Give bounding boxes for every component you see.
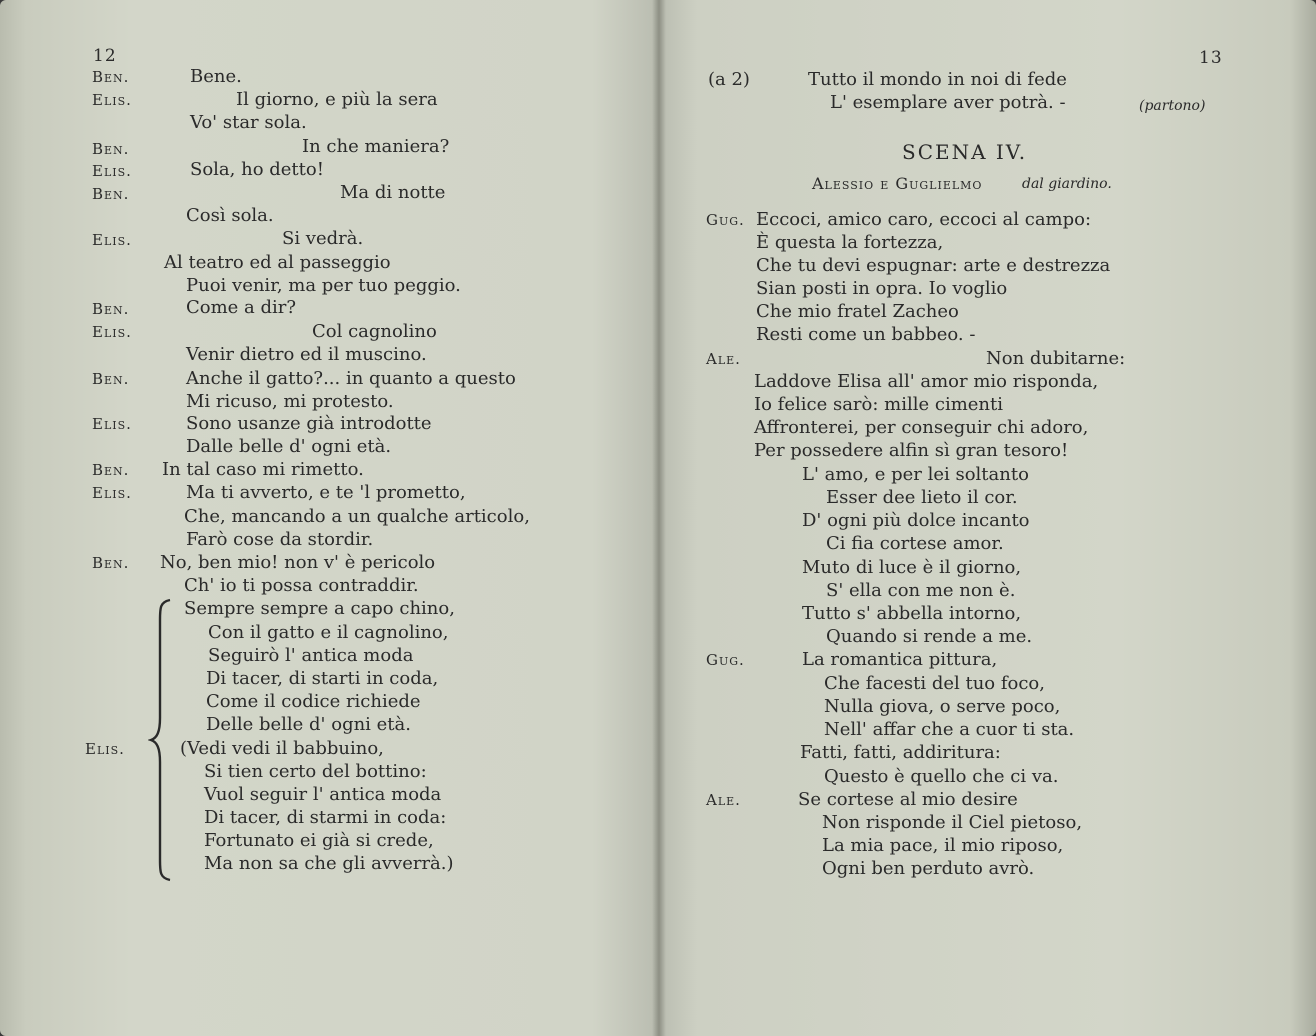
speaker-label: Elis. [92,231,132,249]
stage-direction: (partono) [1139,98,1206,114]
verse-line: Ch' io ti possa contraddir. [184,575,419,596]
verse-line: È questa la fortezza, [756,232,944,253]
verse-line: Fatti, fatti, addiritura: [800,742,1001,763]
verse-line: La romantica pittura, [802,649,998,670]
speaker-label: Ale. [706,350,741,368]
speaker-label: Ben. [92,185,130,203]
verse-line: Questo è quello che ci va. [824,766,1059,787]
scene-title: SCENA IV. [902,140,1028,164]
speaker-label: Ben. [92,140,130,158]
verse-line: Muto di luce è il giorno, [802,557,1022,578]
verse-line: Ogni ben perduto avrò. [822,858,1035,879]
left-page [0,0,655,1036]
verse-line: Quando si rende a me. [826,626,1033,647]
page-number: 12 [93,46,117,66]
verse-line: Affronterei, per conseguir chi adoro, [754,417,1089,438]
verse-line: Eccoci, amico caro, eccoci al campo: [756,209,1092,230]
verse-line: Seguirò l' antica moda [208,645,414,666]
verse-line: Delle belle d' ogni età. [206,714,411,735]
verse-line: Dalle belle d' ogni età. [186,436,392,457]
verse-line: Il giorno, e più la sera [236,89,438,110]
speaker-label: Elis. [92,91,132,109]
verse-line: Ma ti avverto, e te 'l prometto, [186,482,466,503]
verse-line: Nulla giova, o serve poco, [824,696,1061,717]
verse-line: Laddove Elisa all' amor mio risponda, [754,371,1099,392]
verse-line: Si tien certo del bottino: [204,761,427,782]
verse-line: L' amo, e per lei soltanto [802,464,1029,485]
verse-line: Ma non sa che gli avverrà.) [204,853,454,874]
verse-line: (Vedi vedi il babbuino, [180,738,384,759]
verse-line: Esser dee lieto il cor. [826,487,1018,508]
speaker-label: Elis. [92,162,132,180]
verse-line: Sian posti in opra. Io voglio [756,278,1008,299]
verse-line: Si vedrà. [282,228,364,249]
verse-line: Puoi venir, ma per tuo peggio. [186,275,461,296]
page-number: 13 [1199,48,1223,68]
verse-line: Fortunato ei già si crede, [204,830,434,851]
speaker-label: Ben. [92,554,130,572]
verse-line: Come a dir? [186,297,297,318]
verse-line: Non risponde il Ciel pietoso, [822,812,1083,833]
verse-line: Sono usanze già introdotte [186,413,432,434]
verse-line: Che, mancando a un qualche articolo, [184,506,530,527]
verse-line: Tutto il mondo in noi di fede [808,69,1067,90]
verse-line: Ci fia cortese amor. [826,533,1004,554]
verse-line: Ma di notte [340,182,446,203]
verse-line: D' ogni più dolce incanto [802,510,1030,531]
verse-line: Sola, ho detto! [190,159,324,180]
verse-line: Di tacer, di starti in coda, [206,668,439,689]
verse-line: Come il codice richiede [206,691,421,712]
verse-line: Per possedere alfin sì gran tesoro! [754,440,1069,461]
verse-line: Venir dietro ed il muscino. [186,344,427,365]
verse-line: Resti come un babbeo. - [756,324,976,345]
verse-line: S' ella con me non è. [826,580,1016,601]
verse-line: Di tacer, di starmi in coda: [204,807,447,828]
verse-line: Con il gatto e il cagnolino, [208,622,449,643]
speaker-label: Ben. [92,461,130,479]
verse-line: Tutto s' abbella intorno, [802,603,1022,624]
verse-line: Io felice sarò: mille cimenti [754,394,1004,415]
speaker-label: Elis. [92,415,132,433]
speaker-label: Gug. [706,211,745,229]
verse-line: Che mio fratel Zacheo [756,301,959,322]
speaker-label: Elis. [85,740,125,758]
speaker-label: Ale. [706,791,741,809]
brace-icon [148,598,174,882]
speaker-label: Gug. [706,651,745,669]
verse-line: Anche il gatto?... in quanto a questo [186,368,516,389]
verse-line: No, ben mio! non v' è pericolo [160,552,436,573]
verse-line: Al teatro ed al passeggio [164,252,391,273]
verse-line: Sempre sempre a capo chino, [184,598,455,619]
verse-line: Vuol seguir l' antica moda [204,784,442,805]
verse-line: Che tu devi espugnar: arte e destrezza [756,255,1111,276]
verse-line: Mi ricuso, mi protesto. [186,391,394,412]
verse-line: Così sola. [186,205,274,226]
scene-direction: dal giardino. [1022,176,1112,192]
verse-line: L' esemplare aver potrà. - [830,92,1066,113]
right-page [662,0,1316,1036]
scene-characters: Alessio e Guglielmo [812,174,983,193]
speaker-label: Ben. [92,370,130,388]
a2-label: (a 2) [708,69,750,90]
verse-line: In che maniera? [302,136,450,157]
speaker-label: Elis. [92,323,132,341]
verse-line: Farò cose da stordir. [186,529,374,550]
verse-line: Che facesti del tuo foco, [824,673,1045,694]
verse-line: La mia pace, il mio riposo, [822,835,1064,856]
speaker-label: Ben. [92,68,130,86]
verse-line: Se cortese al mio desire [798,789,1018,810]
verse-line: Bene. [190,66,242,87]
speaker-label: Ben. [92,300,130,318]
verse-line: Col cagnolino [312,321,437,342]
verse-line: In tal caso mi rimetto. [162,459,364,480]
verse-line: Nell' affar che a cuor ti sta. [824,719,1075,740]
verse-line: Non dubitarne: [986,348,1126,369]
speaker-label: Elis. [92,484,132,502]
verse-line: Vo' star sola. [190,112,307,133]
